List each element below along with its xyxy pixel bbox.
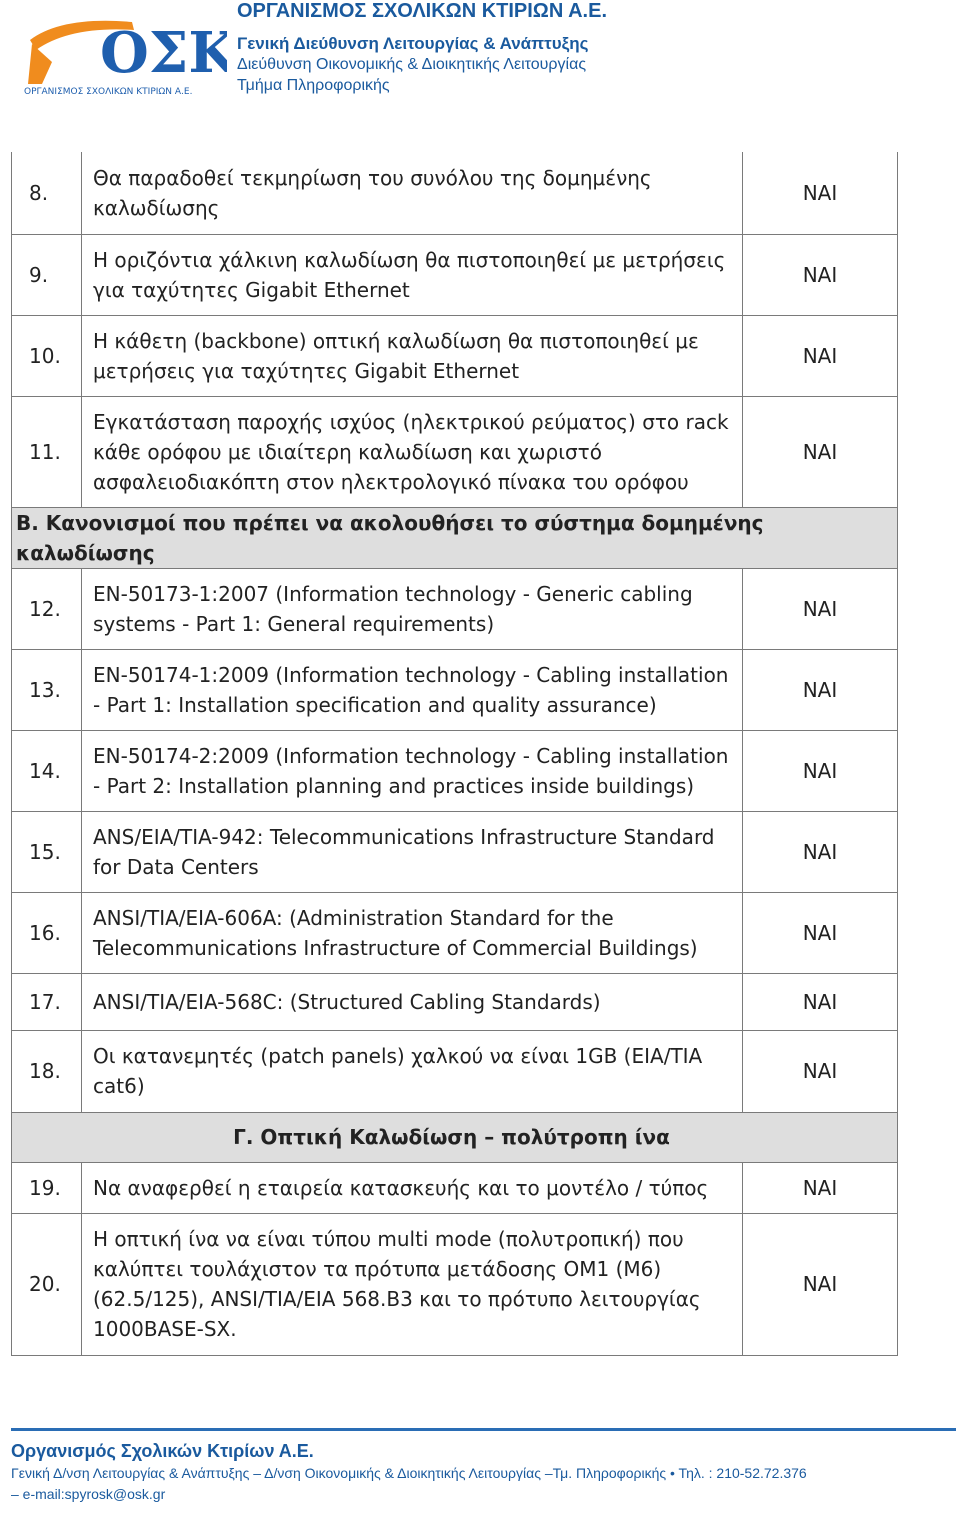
row-description: ANS/EIA/TIA-942: Telecommunications Infrastructure Standard for Data Centers — [82, 811, 743, 892]
row-answer: ΝΑΙ — [743, 1030, 898, 1112]
table-row — [12, 1030, 898, 1112]
row-number: 17. — [12, 973, 82, 1030]
row-description: EN-50174-2:2009 (Information technology - Cabling installation - Part 2: Installation planning and practices inside buildings) — [82, 730, 743, 811]
row-number: 15. — [12, 811, 82, 892]
row-description: Η οπτική ίνα να είναι τύπου multi mode (πολυτροπική) που καλύπτει τουλάχιστον τα πρότυπα μετάδοσης OM1 (M6) (62.5/125), ANSI/TIA/EIA 568.B3 και το πρότυπο λειτουργίας 1000BASE-SX. — [82, 1213, 743, 1355]
row-number: 13. — [12, 649, 82, 730]
table-row — [12, 568, 898, 649]
row-description: ANSI/TIA/EIA-568C: (Structured Cabling Standards) — [82, 973, 743, 1030]
row-answer: ΝΑΙ — [743, 811, 898, 892]
header-text — [237, 0, 607, 96]
row-number: 11. — [12, 396, 82, 507]
row-description: Η οριζόντια χάλκινη καλωδίωση θα πιστοποιηθεί με μετρήσεις για ταχύτητες Gigabit Ethernet — [82, 234, 743, 315]
footer-org-name: Οργανισμός Σχολικών Κτιρίων Α.Ε. — [11, 1441, 314, 1461]
logo-caption: ΟΡΓΑΝΙΣΜΟΣ ΣΧΟΛΙΚΩΝ ΚΤΙΡΙΩΝ Α.Ε. — [24, 87, 193, 97]
row-number: 9. — [12, 234, 82, 315]
table-row — [12, 649, 898, 730]
row-description: Εγκατάσταση παροχής ισχύος (ηλεκτρικού ρεύματος) στο rack κάθε ορόφου με ιδιαίτερη καλωδίωση και χωριστό ασφαλειοδιακόπτη στον ηλεκτρολογικό πίνακα του ορόφου — [82, 396, 743, 507]
row-answer: ΝΑΙ — [743, 1162, 898, 1213]
table-row — [12, 811, 898, 892]
row-description: ANSI/TIA/EIA-606A: (Administration Standard for the Telecommunications Infrastructure of Commercial Buildings) — [82, 892, 743, 973]
row-answer: ΝΑΙ — [743, 730, 898, 811]
row-number: 18. — [12, 1030, 82, 1112]
section-b-heading: Β. Κανονισμοί που πρέπει να ακολουθήσει το σύστημα δομημένης καλωδίωσης — [12, 507, 898, 568]
section-row — [12, 1112, 898, 1162]
header-directorate: Διεύθυνση Οικονομικής & Διοικητικής Λειτουργίας — [237, 56, 587, 73]
row-answer: ΝΑΙ — [743, 892, 898, 973]
section-c-heading: Γ. Οπτική Καλωδίωση – πολύτροπη ίνα — [12, 1112, 898, 1162]
table-row — [12, 1162, 898, 1213]
logo-letters: ΟΣΚ — [100, 20, 227, 86]
header-department: Τμήμα Πληροφορικής — [237, 77, 390, 94]
table-row — [12, 152, 898, 234]
osk-logo-graphic — [22, 10, 227, 98]
row-answer: ΝΑΙ — [743, 1213, 898, 1355]
page-footer — [11, 1428, 956, 1505]
row-number: 8. — [12, 152, 82, 234]
footer-divider — [11, 1428, 956, 1431]
row-number: 20. — [12, 1213, 82, 1355]
table-row — [12, 892, 898, 973]
row-description: Η κάθετη (backbone) οπτική καλωδίωση θα πιστοποιηθεί με μετρήσεις για ταχύτητες Gigabit Ethernet — [82, 315, 743, 396]
row-answer: ΝΑΙ — [743, 649, 898, 730]
footer-contact-info: Γενική Δ/νση Λειτουργίας & Ανάπτυξης – Δ/νση Οικονομικής & Διοικητικής Λειτουργίας –Τμ. Πληροφορικής • Τηλ. : 210-52.72.376 – e-mail:spyrosk@osk.gr — [11, 1465, 807, 1502]
requirements-table — [11, 152, 898, 1356]
table-row — [12, 234, 898, 315]
section-row — [12, 507, 898, 568]
row-number: 12. — [12, 568, 82, 649]
row-description: Οι κατανεμητές (patch panels) χαλκού να είναι 1GB (EIA/TIA cat6) — [82, 1030, 743, 1112]
row-number: 14. — [12, 730, 82, 811]
row-description: EN-50174-1:2009 (Information technology - Cabling installation - Part 1: Installation specification and quality assurance) — [82, 649, 743, 730]
table-row — [12, 973, 898, 1030]
table-row — [12, 1213, 898, 1355]
osk-logo — [22, 10, 227, 98]
header-org-name: ΟΡΓΑΝΙΣΜΟΣ ΣΧΟΛΙΚΩΝ ΚΤΙΡΙΩΝ Α.Ε. — [237, 0, 607, 22]
row-answer: ΝΑΙ — [743, 973, 898, 1030]
row-answer: ΝΑΙ — [743, 396, 898, 507]
header-general-directorate: Γενική Διεύθυνση Λειτουργίας & Ανάπτυξης — [237, 34, 589, 53]
row-answer: ΝΑΙ — [743, 315, 898, 396]
row-answer: ΝΑΙ — [743, 568, 898, 649]
row-description: Θα παραδοθεί τεκμηρίωση του συνόλου της δομημένης καλωδίωσης — [82, 152, 743, 234]
row-description: EN-50173-1:2007 (Information technology - Generic cabling systems - Part 1: General requirements) — [82, 568, 743, 649]
row-number: 10. — [12, 315, 82, 396]
row-description: Να αναφερθεί η εταιρεία κατασκευής και το μοντέλο / τύπος — [82, 1162, 743, 1213]
row-answer: ΝΑΙ — [743, 234, 898, 315]
table-row — [12, 730, 898, 811]
row-answer: ΝΑΙ — [743, 152, 898, 234]
table-row — [12, 315, 898, 396]
table-row — [12, 396, 898, 507]
row-number: 16. — [12, 892, 82, 973]
row-number: 19. — [12, 1162, 82, 1213]
